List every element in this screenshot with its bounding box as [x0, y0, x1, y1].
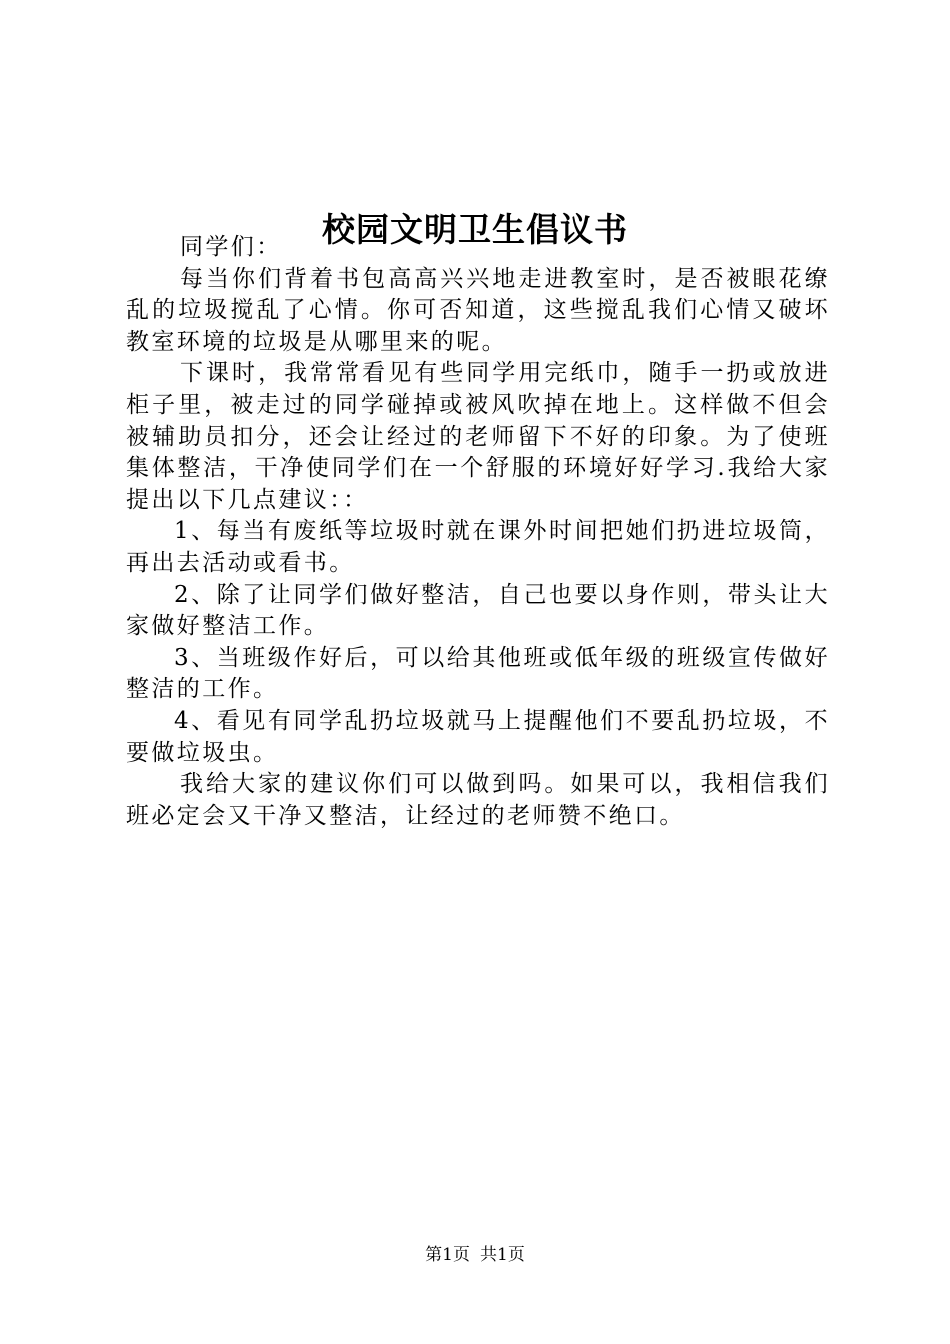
suggestion-3: 3、当班级作好后，可以给其他班或低年级的班级宣传做好整洁的工作。 [126, 644, 830, 703]
page-number-total: 共1页 [480, 1245, 525, 1265]
paragraph-2: 下课时，我常常看见有些同学用完纸巾，随手一扔或放进柜子里，被走过的同学碰掉或被风吹掉在地上。这样做不但会被辅助员扣分，还会让经过的老师留下不好的印象。为了使班集体整洁，干净使同学们在一个舒服的环境好好学习.我给大家提出以下几点建议：： [126, 360, 830, 513]
suggestion-4: 4、看见有同学乱扔垃圾就马上提醒他们不要乱扔垃圾，不要做垃圾虫。 [126, 707, 830, 766]
salutation: 同学们： [180, 234, 282, 260]
suggestion-1: 1、每当有废纸等垃圾时就在课外时间把她们扔进垃圾筒，再出去活动或看书。 [126, 518, 830, 576]
document-title: 校园文明卫生倡议书 [322, 210, 628, 250]
closing-paragraph: 我给大家的建议你们可以做到吗。如果可以，我相信我们班必定会又干净又整洁，让经过的老师赞不绝口。 [126, 771, 830, 829]
page-footer [0, 1243, 950, 1267]
suggestion-2: 2、除了让同学们做好整洁，自己也要以身作则，带头让大家做好整洁工作。 [126, 581, 830, 640]
paragraph-1: 每当你们背着书包高高兴兴地走进教室时，是否被眼花缭乱的垃圾搅乱了心情。你可否知道，这些搅乱我们心情又破坏教室环境的垃圾是从哪里来的呢。 [126, 265, 830, 355]
page-number-current: 第1页 [425, 1245, 470, 1265]
document-body [126, 232, 830, 832]
